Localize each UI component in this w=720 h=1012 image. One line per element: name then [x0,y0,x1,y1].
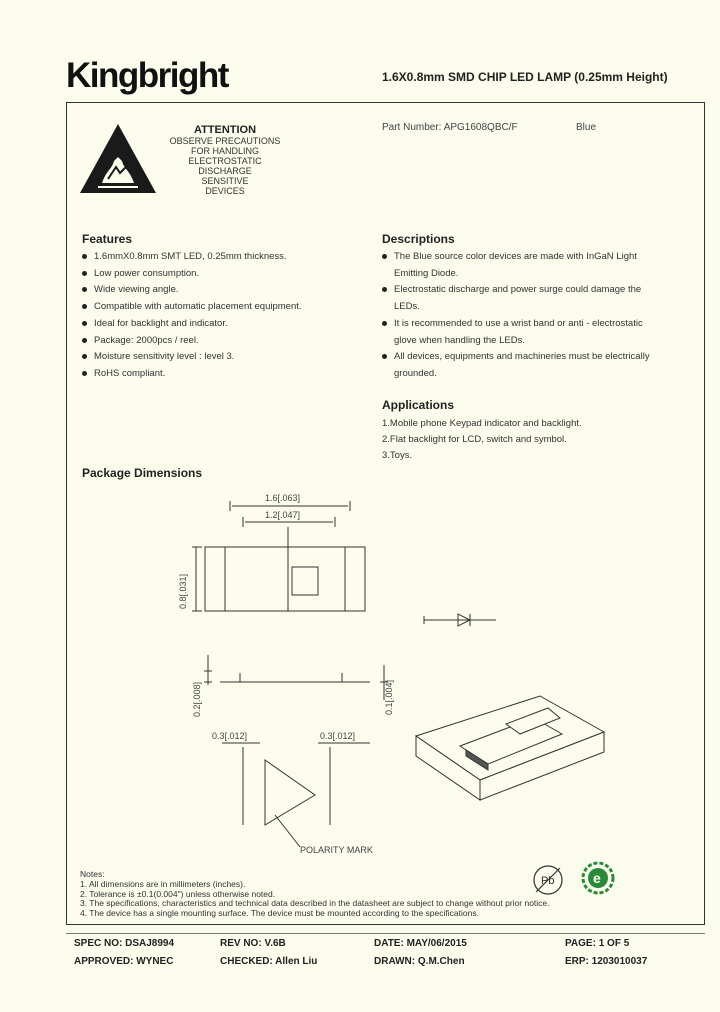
attention-line: OBSERVE PRECAUTIONS [169,136,281,146]
attention-line: ELECTROSTATIC [188,156,262,166]
spec-number: SPEC NO: DSAJ8994 [74,938,175,949]
applications-list [382,416,662,464]
pb-badge-label: Pb [541,875,555,887]
eco-compliance-icon [580,860,616,896]
attention-line: DISCHARGE [198,166,252,176]
document-date: DATE: MAY/06/2015 [374,938,467,949]
dim-body-length: 1.2[.047] [265,510,301,520]
attention-title: ATTENTION [193,124,257,136]
erp-number: ERP: 1203010037 [565,956,648,967]
page-number: PAGE: 1 OF 5 [565,938,630,949]
list-item: Electrostatic discharge and power surge could damage the LEDs. [382,282,650,315]
note-item: 4. The device has a single mounting surface. The device must be mounted according to the specifications. [80,908,479,919]
list-item: 1.6mmX0.8mm SMT LED, 0.25mm thickness. [82,249,362,266]
esd-warning-icon [78,121,158,196]
applications-title: Applications [382,398,455,412]
list-item: Moisture sensitivity level : level 3. [82,349,362,366]
polarity-mark-label: POLARITY MARK [300,845,373,855]
drawn-by: DRAWN: Q.M.Chen [374,956,465,967]
dim-pad-a: 0.3[.012] [212,731,248,741]
dim-height-a: 0.2[.008] [192,681,202,717]
dim-pad-b: 0.3[.012] [320,731,356,741]
eco-badge-label: e [593,870,601,886]
footer-divider [66,933,705,934]
list-item: The Blue source color devices are made with InGaN Light Emitting Diode. [382,249,650,282]
package-drawing [170,485,410,865]
notes-title: Notes: [80,869,105,879]
dim-height-b: 0.1[.004] [384,679,394,715]
list-item: RoHS compliant. [82,366,362,383]
part-number: Part Number: APG1608QBC/F [382,122,518,133]
descriptions-list [382,249,650,383]
document-title: 1.6X0.8mm SMD CHIP LED LAMP (0.25mm Height) [382,70,668,84]
attention-text [160,136,290,196]
list-item: 2.Flat backlight for LCD, switch and symbol. [382,434,567,445]
note-item: 3. The specifications, characteristics and technical data described in the datasheet are subject to change without prior notice. [80,898,550,909]
list-item: Compatible with automatic placement equipment. [82,299,362,316]
dim-total-length: 1.6[.063] [265,493,301,503]
descriptions-title: Descriptions [382,232,455,246]
features-title: Features [82,232,133,246]
features-list [82,249,362,383]
list-item: 1.Mobile phone Keypad indicator and backlight. [382,418,582,429]
checked-by: CHECKED: Allen Liu [220,956,318,967]
list-item: It is recommended to use a wrist band or anti - electrostatic glove when handling the LEDs. [382,316,650,349]
note-item: 2. Tolerance is ±0.1(0.004") unless otherwise noted. [80,888,276,899]
list-item: Package: 2000pcs / reel. [82,333,362,350]
revision-number: REV NO: V.6B [220,938,286,949]
list-item: All devices, equipments and machineries must be electrically grounded. [382,349,650,382]
brand-logo: Kingbright [66,56,228,95]
list-item: Ideal for backlight and indicator. [82,316,362,333]
attention-line: FOR HANDLING [190,146,259,156]
list-item: Wide viewing angle. [82,282,362,299]
list-item: 3.Toys. [382,450,413,461]
package-dimensions-title: Package Dimensions [82,466,203,480]
note-item: 1. All dimensions are in millimeters (inches). [80,878,246,889]
pb-free-icon [530,862,566,898]
approved-by: APPROVED: WYNEC [74,956,174,967]
list-item: Low power consumption. [82,266,362,283]
package-3d-illustration [408,688,608,808]
dim-width: 0.8[.031] [178,573,188,609]
diode-symbol-icon [420,610,500,630]
attention-line: SENSITIVE [201,176,249,186]
attention-line: DEVICES [205,186,245,196]
emitting-color: Blue [576,122,597,133]
